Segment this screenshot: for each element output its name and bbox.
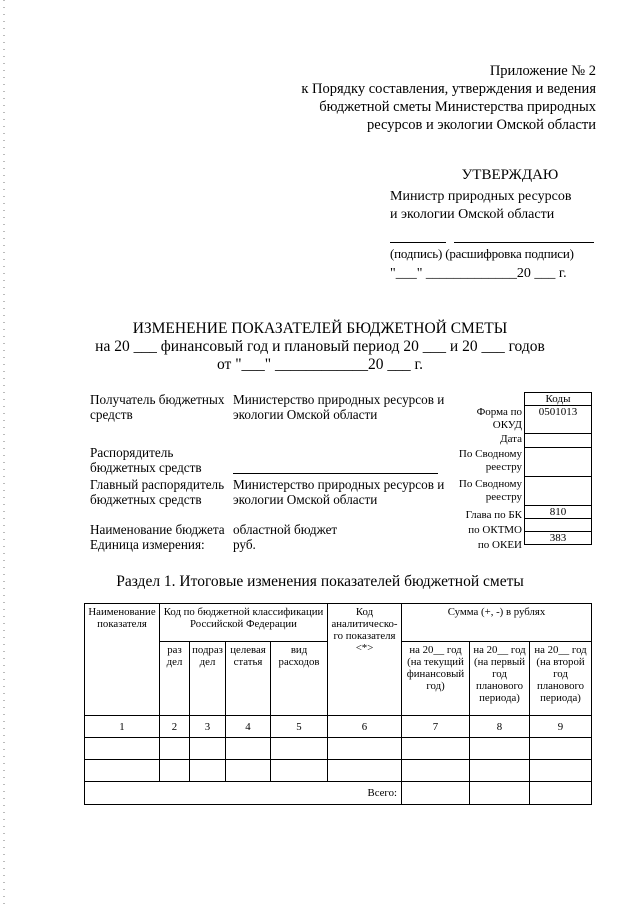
table-cell [190,760,226,782]
manager-label [90,445,202,475]
table-cell [328,738,402,760]
col-number: 7 [402,716,470,738]
unit-label: Единица измерения: [90,537,205,552]
budget-changes-table [84,603,592,805]
recipient-label [90,392,224,422]
header-second-plan-year: на 20__ год (на второй год планового периода) [530,642,592,716]
col-number: 8 [470,716,530,738]
codes-table [524,392,592,545]
title-line-3: от "___" ____________20 ___ г. [217,356,423,373]
chief-label-line: бюджетных средств [90,492,202,507]
total-second-plan-year [530,782,592,805]
col-number: 6 [328,716,402,738]
section-title: Раздел 1. Итоговые изменения показателей бюджетной сметы [116,573,524,590]
total-first-plan-year [470,782,530,805]
appendix-header [176,62,596,134]
col-number: 2 [160,716,190,738]
title-line-2: на 20 ___ финансовый год и плановый период 20 ___ и 20 ___ годов [95,338,545,355]
approval-position: Министр природных ресурсов [390,189,572,204]
col-number: 3 [190,716,226,738]
table-cell [160,760,190,782]
registry-label [442,478,522,504]
table-cell [226,760,271,782]
okud-label-line: ОКУД [492,419,522,431]
header-classification-code: Код по бюджетной классификации Российской Федерации [160,604,328,642]
header-current-year: на 20__ год (на текущий финансовый год) [402,642,470,716]
col-number: 5 [271,716,328,738]
registry-label-line: По Сводному [458,448,522,460]
table-cell [402,760,470,782]
table-cell [85,760,160,782]
col-number: 4 [226,716,271,738]
date-code-cell [525,434,592,448]
header-first-plan-year: на 20__ год (на первый год планового периода) [470,642,530,716]
approval-position: и экологии Омской области [390,207,555,222]
total-row [85,782,592,805]
budget-value: областной бюджет [233,522,338,537]
registry-label-line: По Сводному [458,478,522,490]
table-cell [530,738,592,760]
registry-label-line: реестру [485,491,522,503]
okud-code-cell: 0501013 [525,406,592,434]
approval-title: УТВЕРЖДАЮ [461,167,559,183]
appendix-line: к Порядку составления, утверждения и ведения [301,81,596,97]
recipient-value [233,392,444,422]
okei-code-cell: 383 [525,532,592,545]
table-cell [328,760,402,782]
manager-value-line [233,473,438,474]
scan-margin-dots [3,0,5,905]
header-sum: Сумма (+, -) в рублях [402,604,592,642]
table-cell [470,760,530,782]
oktmo-code-cell [525,519,592,532]
recipient-value-line: экологии Омской области [233,407,378,422]
table-cell [226,738,271,760]
header-razdel: раз дел [160,642,190,716]
table-cell [271,760,328,782]
okud-label-line: Форма по [476,406,522,418]
table-cell [470,738,530,760]
col-number: 9 [530,716,592,738]
bk-label: Глава по БК [465,509,522,521]
chief-manager-label [90,477,224,507]
header-analytic-code: Код аналитическо-го показателя <*> [328,604,402,716]
recipient-value-line: Министерство природных ресурсов и [233,392,445,407]
chief-value-line: Министерство природных ресурсов и [233,477,445,492]
document-title [0,320,640,374]
table-row [85,738,592,760]
registry-code-cell [525,477,592,506]
total-label: Всего: [85,782,402,805]
unit-value: руб. [233,537,256,552]
recipient-label-line: средств [90,407,133,422]
chief-value-line: экологии Омской области [233,492,378,507]
total-current-year [402,782,470,805]
table-row [85,760,592,782]
appendix-line: ресурсов и экологии Омской области [367,117,596,133]
table-cell [402,738,470,760]
table-cell [271,738,328,760]
column-number-row [85,716,592,738]
signature-caption: (подпись) (расшифровка подписи) [390,246,574,261]
manager-label-line: бюджетных средств [90,460,202,475]
table-cell [160,738,190,760]
table-cell [190,738,226,760]
bk-code-cell: 810 [525,506,592,519]
header-podrazdel: подраз дел [190,642,226,716]
manager-label-line: Распорядитель [90,445,174,460]
chief-label-line: Главный распорядитель [90,477,225,492]
codes-header: Коды [525,393,592,406]
date-label: Дата [500,433,522,445]
approval-date: "___" _____________20 ___ г. [390,266,567,281]
header-indicator-name: Наименование показателя [85,604,160,716]
oktmo-label: по ОКТМО [468,524,522,536]
signature-decoding-line [454,234,594,243]
recipient-label-line: Получатель бюджетных [90,392,225,407]
signature-lines [390,234,610,243]
col-number: 1 [85,716,160,738]
okud-label [442,406,522,432]
budget-label: Наименование бюджета [90,522,225,537]
registry-code-cell [525,448,592,477]
signature-line [390,234,446,243]
chief-manager-value [233,477,444,507]
registry-label-line: реестру [485,461,522,473]
table-cell [85,738,160,760]
header-target-article: целевая статья [226,642,271,716]
title-line-1: ИЗМЕНЕНИЕ ПОКАЗАТЕЛЕЙ БЮДЖЕТНОЙ СМЕТЫ [132,320,508,337]
approval-block [390,166,610,283]
registry-label [442,448,522,474]
appendix-line: Приложение № 2 [489,63,596,79]
header-expense-type: вид расходов [271,642,328,716]
appendix-line: бюджетной сметы Министерства природных [319,99,596,115]
okei-label: по ОКЕИ [477,539,522,551]
table-cell [530,760,592,782]
